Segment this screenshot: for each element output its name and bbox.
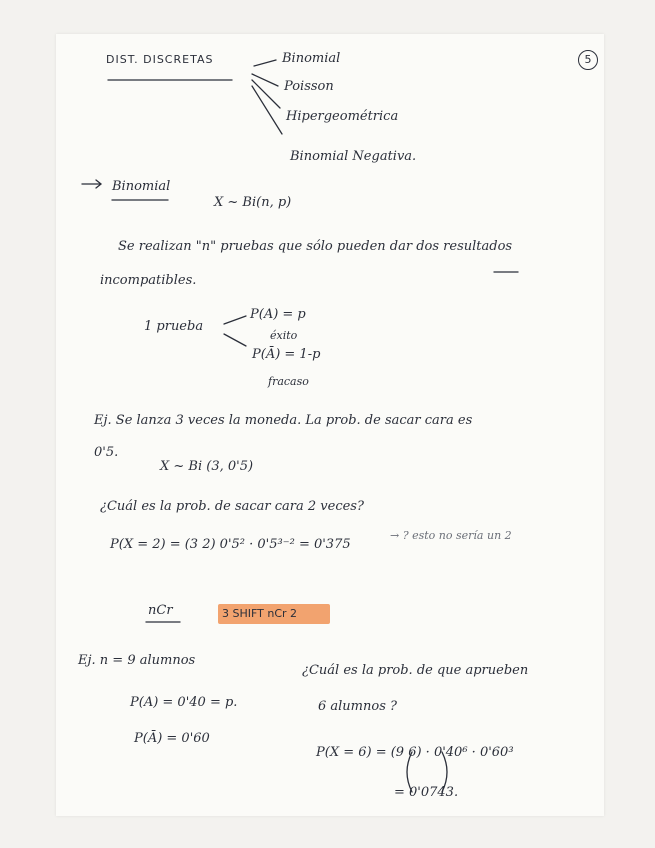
page-number: 5 (578, 50, 598, 70)
exito-label: éxito (270, 329, 298, 342)
example2-result: = 0'0743. (394, 785, 459, 800)
branch-binomial: Binomial (282, 51, 341, 66)
example2-question-line1: ¿Cuál es la prob. de que aprueben (302, 663, 529, 678)
calculator-keys: 3 SHIFT nCr 2 (222, 607, 298, 620)
example2-question-line2: 6 alumnos ? (318, 699, 397, 714)
example1-formula: P(X = 2) = (3 2) 0'5² · 0'5³⁻² = 0'375 (110, 537, 351, 552)
binomial-notation: X ~ Bi(n, p) (214, 195, 292, 210)
fracaso-label: fracaso (268, 375, 309, 388)
example1-value: 0'5. (94, 445, 119, 460)
branch-hipergeometrica: Hipergeométrica (286, 109, 399, 124)
notebook-page (56, 34, 604, 816)
page-title: DIST. DISCRETAS (106, 53, 214, 66)
prob-failure: P(Ā) = 1-p (252, 347, 321, 362)
example1-line1: Ej. Se lanza 3 veces la moneda. La prob. de sacar cara es (94, 413, 473, 428)
example1-note: → ? esto no sería un 2 (390, 529, 512, 542)
binomial-heading: Binomial (112, 179, 171, 194)
prueba-label: 1 prueba (144, 319, 204, 334)
example2-n: Ej. n = 9 alumnos (78, 653, 196, 668)
intro-line-1: Se realizan "n" pruebas que sólo pueden dar dos resultados (118, 239, 513, 254)
example2-formula: P(X = 6) = (9 6) · 0'40⁶ · 0'60³ (316, 745, 514, 760)
branch-poisson: Poisson (284, 79, 334, 94)
example2-prob-success: P(A) = 0'40 = p. (130, 695, 238, 710)
example1-distribution: X ~ Bi (3, 0'5) (160, 459, 254, 474)
example1-question: ¿Cuál es la prob. de sacar cara 2 veces? (100, 499, 364, 514)
prob-success: P(A) = p (250, 307, 306, 322)
branch-binomial-negativa: Binomial Negativa. (290, 149, 417, 164)
example2-prob-failure: P(Ā) = 0'60 (134, 731, 210, 746)
intro-line-2: incompatibles. (100, 273, 197, 288)
ncr-label: nCr (148, 603, 173, 618)
